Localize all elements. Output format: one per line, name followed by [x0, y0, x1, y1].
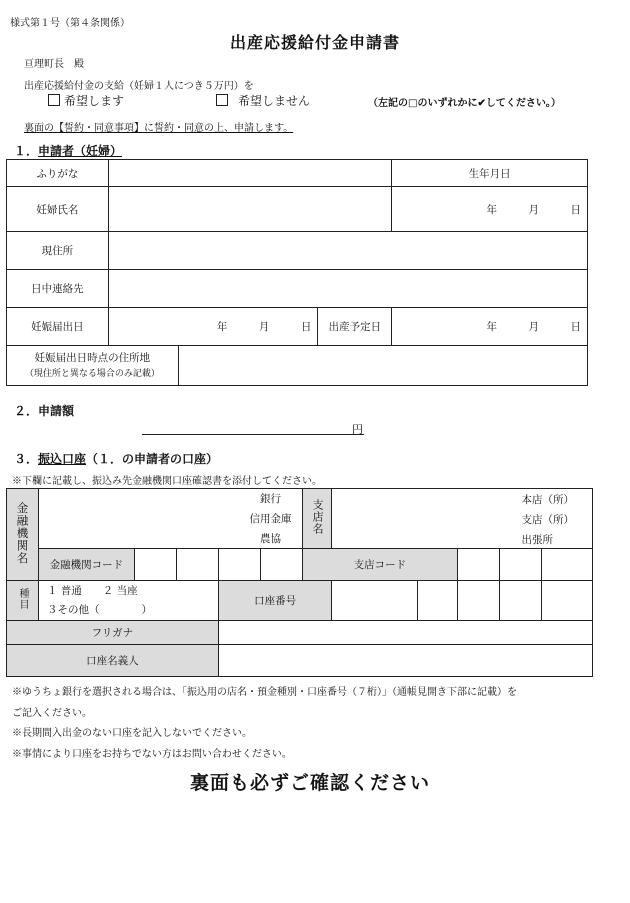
consent-line: 裏面の【誓約・同意事項】に誓約・同意の上、申請します。	[24, 123, 294, 134]
account-type-options[interactable]: １ 普通 ２ 当座 ３その他（ ）	[38, 581, 218, 621]
due-date-input[interactable]: 年 月 日	[392, 308, 588, 346]
amount-input[interactable]	[142, 420, 364, 435]
form-title: 出産応援給付金申請書	[229, 33, 400, 52]
account-table	[6, 488, 593, 677]
institution-code-digit[interactable]	[176, 549, 218, 581]
applicant-table	[6, 159, 588, 386]
due-date-label: 出産予定日	[318, 308, 392, 346]
checkbox-yes[interactable]	[48, 94, 60, 106]
furigana-label: ふりがな	[7, 160, 109, 187]
branch-code-digit[interactable]	[542, 549, 593, 581]
note-line: ※長期間入出金のない口座を記入しないでください。	[12, 728, 252, 739]
note-line: ご記入ください。	[12, 707, 92, 719]
option-note: （左記の□のいずれかに✔してください。）	[368, 98, 561, 109]
account-number-digit[interactable]	[458, 581, 500, 621]
form-number: 様式第１号（第４条関係）	[10, 18, 130, 29]
account-number-digit[interactable]	[418, 581, 458, 621]
bank-type-list: 銀行 信用金庫 農協	[249, 493, 292, 545]
report-address-input[interactable]	[178, 346, 587, 386]
account-furigana-label: フリガナ	[7, 621, 219, 645]
account-number-digit[interactable]	[332, 581, 418, 621]
account-number-digit[interactable]	[500, 581, 542, 621]
branch-code-digit[interactable]	[458, 549, 500, 581]
report-date-label: 妊娠届出日	[7, 308, 109, 346]
institution-code-label: 金融機関コード	[38, 549, 134, 581]
addressee: 亘理町長 殿	[24, 59, 84, 70]
institution-code-digit[interactable]	[260, 549, 302, 581]
note-line: ※ゆうちょ銀行を選択される場合は、「振込用の店名・預金種別・口座番号（７桁）」（通帳見開き下部に記載）を	[12, 687, 517, 698]
address-label: 現住所	[7, 232, 109, 270]
report-address-label: 妊娠届出日時点の住所地 （現住所と異なる場合のみ記載）	[7, 346, 179, 386]
section2-heading: ２．申請額	[14, 404, 75, 418]
institution-code-digit[interactable]	[218, 549, 260, 581]
birthdate-input[interactable]: 年 月 日	[392, 187, 588, 232]
note-line: ※事情により口座をお持ちでない方はお問い合わせください。	[12, 748, 292, 760]
section3-heading: ３．振込口座（１．の申請者の口座）	[14, 452, 219, 466]
branch-type-list: 本店（所） 支店（所） 出張所	[521, 494, 574, 546]
contact-label: 日中連絡先	[7, 270, 109, 308]
section1-heading: １．申請者（妊婦）	[14, 144, 123, 158]
intro-text: 出産応援給付金の支給（妊婦１人につき５万円）を	[24, 81, 254, 92]
checkbox-no[interactable]	[216, 94, 228, 106]
institution-name-label: 金融機関名	[7, 489, 39, 581]
account-type-label: 種目	[7, 581, 39, 621]
name-label: 妊婦氏名	[7, 187, 109, 232]
account-holder-label: 口座名義人	[7, 645, 219, 677]
report-date-input[interactable]: 年 月 日	[108, 308, 318, 346]
branch-name-input[interactable]	[332, 489, 593, 549]
amount-unit: 円	[352, 423, 363, 436]
contact-input[interactable]	[108, 270, 587, 308]
account-number-digit[interactable]	[542, 581, 593, 621]
institution-name-input[interactable]	[38, 489, 302, 549]
option-yes[interactable]: 希望します	[48, 92, 124, 109]
account-holder-input[interactable]	[218, 645, 592, 677]
account-number-label: 口座番号	[218, 581, 332, 621]
option-no[interactable]: 希望しません	[216, 92, 310, 109]
branch-name-label: 支店名	[302, 489, 332, 549]
footer-notice: 裏面も必ずご確認ください	[189, 772, 430, 794]
section3-instruction: ※下欄に記載し、振込み先金融機関口座確認書を添付してください。	[12, 476, 322, 487]
branch-code-digit[interactable]	[500, 549, 542, 581]
account-furigana-input[interactable]	[218, 621, 592, 645]
notes	[12, 683, 517, 765]
address-input[interactable]	[108, 232, 587, 270]
institution-code-digit[interactable]	[134, 549, 176, 581]
birthdate-label: 生年月日	[392, 160, 588, 187]
name-input[interactable]	[108, 187, 391, 232]
branch-code-label: 支店コード	[302, 549, 458, 581]
furigana-input[interactable]	[108, 160, 391, 187]
